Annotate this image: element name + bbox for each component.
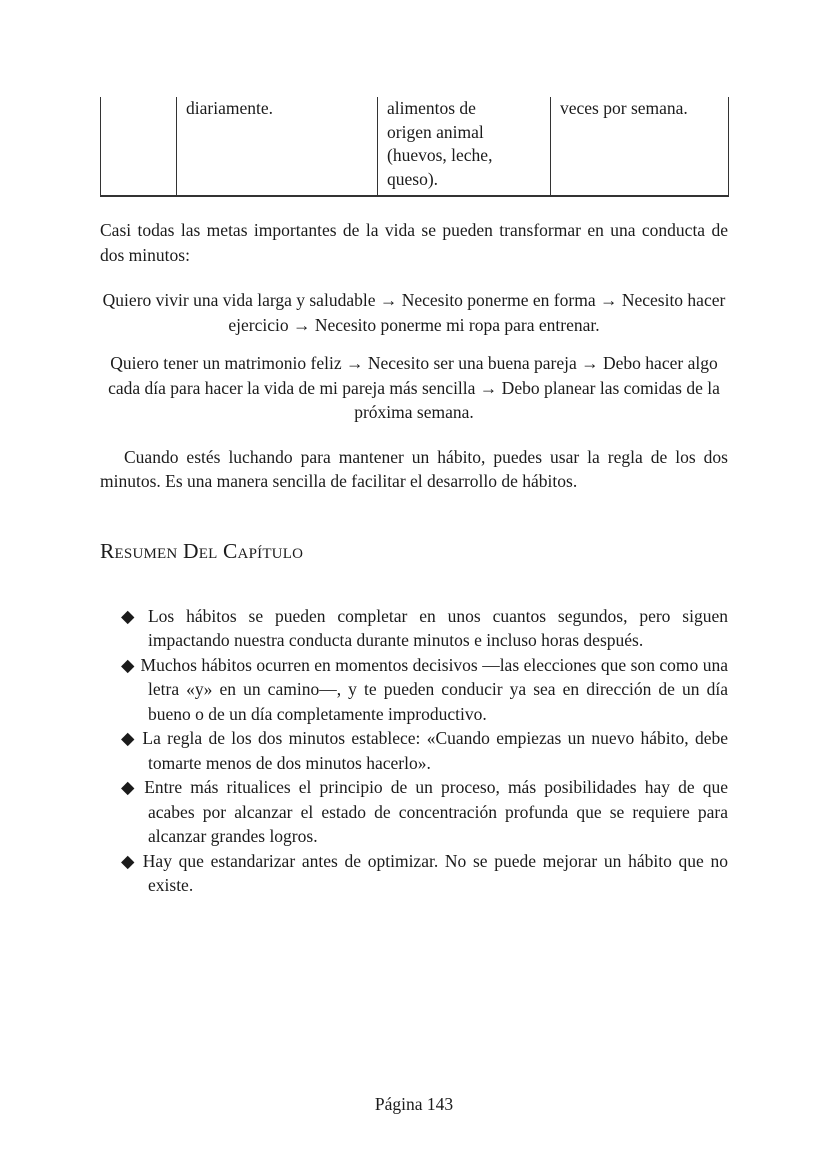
diamond-bullet-icon: ◆ (121, 850, 137, 871)
list-item (121, 775, 728, 849)
table-cell-frequency: diariamente. (177, 97, 378, 196)
example-chain-health: Quiero vivir una vida larga y saludable → Necesito ponerme en forma → Necesito hacer ejercicio → Necesito ponerme mi ropa para entrenar. (102, 290, 726, 335)
table-cell-per-week: veces por semana. (551, 97, 729, 196)
page-content (100, 0, 728, 898)
table-row (101, 97, 729, 196)
diamond-bullet-icon: ◆ (121, 654, 135, 675)
list-item-text: Entre más ritualices el principio de un proceso, más posibilidades hay de que acabes por alcanzar el estado de concentración profunda que se requiere para alcanzar grandes logros. (144, 777, 728, 846)
list-item-text: Hay que estandarizar antes de optimizar. No se puede mejorar un hábito que no existe. (142, 850, 728, 895)
diamond-bullet-icon: ◆ (121, 777, 139, 797)
table-cell-foods (378, 97, 551, 196)
table-cell-foods-text: alimentos de origen animal (huevos, leche, queso). (387, 98, 493, 189)
list-item-text: Muchos hábitos ocurren en momentos decisivos —las elecciones que son como una letra «y» en un camino—, y te pueden conducir ya sea en dirección de un día bueno o de un día completamente improductivo. (140, 654, 728, 724)
list-item (121, 726, 728, 775)
diamond-bullet-icon: ◆ (121, 605, 142, 626)
list-item-text: La regla de los dos minutos establece: «Cuando empiezas un nuevo hábito, debe tomarte menos de dos minutos hacerlo». (142, 728, 728, 773)
list-item (121, 604, 728, 653)
habits-table-fragment (100, 97, 729, 197)
diamond-bullet-icon: ◆ (121, 728, 137, 748)
list-item (121, 849, 728, 898)
list-item (121, 653, 728, 727)
section-heading: Resumen Del Capítulo (100, 538, 304, 563)
example-chain-marriage: Quiero tener un matrimonio feliz → Necesito ser una buena pareja → Debo hacer algo cada día para hacer la vida de mi pareja más sencilla → Debo planear las comidas de la próxima semana. (108, 353, 720, 422)
chapter-summary-list (121, 604, 728, 898)
table-cell-empty (101, 97, 177, 196)
closing-paragraph: Cuando estés luchando para mantener un hábito, puedes usar la regla de los dos minutos. Es una manera sencilla de facilitar el desarrollo de hábitos. (100, 446, 728, 491)
page-number: Página 143 (374, 1094, 454, 1114)
intro-paragraph: Casi todas las metas importantes de la vida se pueden transformar en una conducta de dos minutos: (100, 220, 728, 265)
list-item-text: Los hábitos se pueden completar en unos cuantos segundos, pero siguen impactando nuestra conducta durante minutos e incluso horas después. (147, 605, 728, 650)
